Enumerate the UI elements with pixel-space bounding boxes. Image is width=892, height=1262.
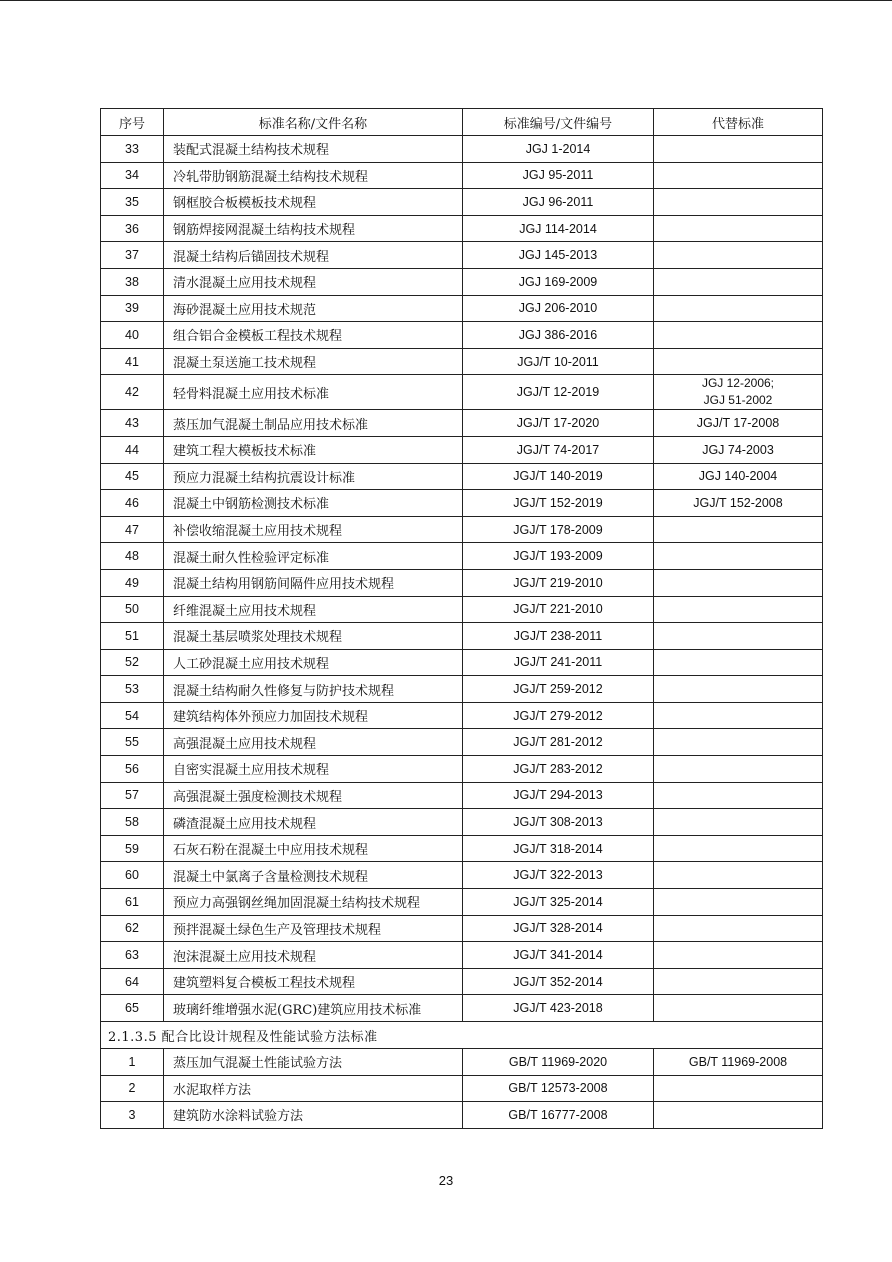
row-number: 57 [101, 782, 164, 809]
table-row [101, 215, 823, 242]
replaced-standard [654, 862, 823, 889]
header-replaces: 代替标准 [654, 109, 823, 136]
standard-name: 蒸压加气混凝土制品应用技术标准 [164, 410, 463, 437]
replaced-standard [654, 543, 823, 570]
table-row [101, 295, 823, 322]
table-row [101, 463, 823, 490]
standard-name: 建筑结构体外预应力加固技术规程 [164, 702, 463, 729]
table-row [101, 490, 823, 517]
standard-code: JGJ 386-2016 [463, 322, 654, 349]
row-number: 60 [101, 862, 164, 889]
replaced-standard [654, 942, 823, 969]
row-number: 59 [101, 835, 164, 862]
standard-code: JGJ/T 308-2013 [463, 809, 654, 836]
standard-code: JGJ/T 328-2014 [463, 915, 654, 942]
standard-name: 混凝土中氯离子含量检测技术规程 [164, 862, 463, 889]
standard-code: JGJ/T 178-2009 [463, 516, 654, 543]
standard-code: JGJ/T 221-2010 [463, 596, 654, 623]
standard-code: GB/T 16777-2008 [463, 1102, 654, 1129]
standard-code: JGJ/T 283-2012 [463, 756, 654, 783]
row-number: 35 [101, 189, 164, 216]
table-row [101, 756, 823, 783]
standard-code: JGJ/T 193-2009 [463, 543, 654, 570]
standard-name: 水泥取样方法 [164, 1075, 463, 1102]
standard-name: 石灰石粉在混凝土中应用技术规程 [164, 835, 463, 862]
table-row [101, 569, 823, 596]
standard-name: 清水混凝土应用技术规程 [164, 268, 463, 295]
header-no: 序号 [101, 109, 164, 136]
standard-code: JGJ/T 423-2018 [463, 995, 654, 1022]
replaced-standard [654, 162, 823, 189]
standard-code: JGJ/T 341-2014 [463, 942, 654, 969]
standard-name: 装配式混凝土结构技术规程 [164, 136, 463, 163]
table-row [101, 995, 823, 1022]
table-row [101, 702, 823, 729]
table-row [101, 782, 823, 809]
table-row [101, 942, 823, 969]
table-row [101, 729, 823, 756]
standard-code: JGJ/T 281-2012 [463, 729, 654, 756]
replaced-standard [654, 968, 823, 995]
replaced-standard: JGJ/T 17-2008 [654, 410, 823, 437]
standard-name: 混凝土结构用钢筋间隔件应用技术规程 [164, 569, 463, 596]
replaced-standard [654, 756, 823, 783]
row-number: 54 [101, 702, 164, 729]
standard-name: 自密实混凝土应用技术规程 [164, 756, 463, 783]
standard-code: JGJ/T 12-2019 [463, 375, 654, 410]
standard-code: JGJ/T 152-2019 [463, 490, 654, 517]
replaced-standard [654, 915, 823, 942]
row-number: 47 [101, 516, 164, 543]
replaced-standard: JGJ 140-2004 [654, 463, 823, 490]
standard-name: 人工砂混凝土应用技术规程 [164, 649, 463, 676]
replaced-standard [654, 676, 823, 703]
table-row [101, 862, 823, 889]
standard-name: 蒸压加气混凝土性能试验方法 [164, 1049, 463, 1076]
header-code: 标准编号/文件编号 [463, 109, 654, 136]
row-number: 65 [101, 995, 164, 1022]
replaced-standard [654, 1102, 823, 1129]
table-row [101, 968, 823, 995]
standard-code: JGJ/T 279-2012 [463, 702, 654, 729]
replaced-standard [654, 322, 823, 349]
standard-code: JGJ/T 325-2014 [463, 889, 654, 916]
standard-code: JGJ 145-2013 [463, 242, 654, 269]
standard-code: JGJ 96-2011 [463, 189, 654, 216]
row-number: 44 [101, 436, 164, 463]
row-number: 41 [101, 348, 164, 375]
standard-code: JGJ/T 322-2013 [463, 862, 654, 889]
standards-table [100, 108, 823, 1129]
standard-name: 建筑工程大模板技术标准 [164, 436, 463, 463]
standard-code: JGJ/T 74-2017 [463, 436, 654, 463]
standard-code: JGJ/T 238-2011 [463, 623, 654, 650]
table-row [101, 915, 823, 942]
table-row [101, 596, 823, 623]
page-top-border [0, 0, 892, 1]
table-row [101, 649, 823, 676]
replaced-standard [654, 889, 823, 916]
replaced-standard [654, 782, 823, 809]
replaced-standard-line: JGJ 12-2006; [701, 376, 775, 391]
standard-name: 混凝土基层喷浆处理技术规程 [164, 623, 463, 650]
replaced-standard [654, 569, 823, 596]
standard-name: 冷轧带肋钢筋混凝土结构技术规程 [164, 162, 463, 189]
row-number: 33 [101, 136, 164, 163]
standard-name: 纤维混凝土应用技术规程 [164, 596, 463, 623]
row-number: 42 [101, 375, 164, 410]
row-number: 62 [101, 915, 164, 942]
standard-name: 预应力高强钢丝绳加固混凝土结构技术规程 [164, 889, 463, 916]
table-row [101, 1075, 823, 1102]
table-row [101, 436, 823, 463]
row-number: 43 [101, 410, 164, 437]
table-header-row [101, 109, 823, 136]
replaced-standard [654, 809, 823, 836]
standard-code: JGJ/T 17-2020 [463, 410, 654, 437]
section-heading-row [101, 1022, 823, 1049]
replaced-standard-line: JGJ 51-2002 [703, 393, 773, 408]
row-number: 34 [101, 162, 164, 189]
table-row [101, 809, 823, 836]
replaced-standard [654, 649, 823, 676]
row-number: 3 [101, 1102, 164, 1129]
replaced-standard [654, 242, 823, 269]
row-number: 37 [101, 242, 164, 269]
standard-code: JGJ 1-2014 [463, 136, 654, 163]
row-number: 46 [101, 490, 164, 517]
row-number: 49 [101, 569, 164, 596]
table-row [101, 676, 823, 703]
row-number: 2 [101, 1075, 164, 1102]
table-row [101, 623, 823, 650]
header-name: 标准名称/文件名称 [164, 109, 463, 136]
table-row [101, 162, 823, 189]
table-row [101, 410, 823, 437]
standard-name: 预应力混凝土结构抗震设计标准 [164, 463, 463, 490]
table-row [101, 322, 823, 349]
replaced-standard [654, 623, 823, 650]
standard-code: JGJ 95-2011 [463, 162, 654, 189]
row-number: 50 [101, 596, 164, 623]
standard-name: 钢框胶合板模板技术规程 [164, 189, 463, 216]
standard-name: 预拌混凝土绿色生产及管理技术规程 [164, 915, 463, 942]
row-number: 55 [101, 729, 164, 756]
replaced-standard: JGJ 74-2003 [654, 436, 823, 463]
row-number: 63 [101, 942, 164, 969]
replaced-standard [654, 596, 823, 623]
standard-name: 泡沫混凝土应用技术规程 [164, 942, 463, 969]
row-number: 39 [101, 295, 164, 322]
standard-code: JGJ/T 318-2014 [463, 835, 654, 862]
standard-name: 高强混凝土强度检测技术规程 [164, 782, 463, 809]
replaced-standard [654, 516, 823, 543]
standard-name: 磷渣混凝土应用技术规程 [164, 809, 463, 836]
standard-code: JGJ 169-2009 [463, 268, 654, 295]
standard-code: GB/T 11969-2020 [463, 1049, 654, 1076]
table-row [101, 1049, 823, 1076]
row-number: 45 [101, 463, 164, 490]
replaced-standard [654, 375, 823, 410]
standard-name: 混凝土结构耐久性修复与防护技术规程 [164, 676, 463, 703]
standard-code: JGJ/T 140-2019 [463, 463, 654, 490]
replaced-standard [654, 995, 823, 1022]
row-number: 48 [101, 543, 164, 570]
standard-name: 高强混凝土应用技术规程 [164, 729, 463, 756]
row-number: 64 [101, 968, 164, 995]
row-number: 40 [101, 322, 164, 349]
table-row [101, 543, 823, 570]
row-number: 56 [101, 756, 164, 783]
row-number: 52 [101, 649, 164, 676]
page-number: 23 [438, 1173, 454, 1188]
table-row [101, 375, 823, 410]
row-number: 53 [101, 676, 164, 703]
standard-code: GB/T 12573-2008 [463, 1075, 654, 1102]
standard-name: 轻骨料混凝土应用技术标准 [164, 375, 463, 410]
standard-name: 组合铝合金模板工程技术规程 [164, 322, 463, 349]
table-row [101, 835, 823, 862]
table-row [101, 136, 823, 163]
replaced-standard [654, 189, 823, 216]
standard-name: 钢筋焊接网混凝土结构技术规程 [164, 215, 463, 242]
row-number: 61 [101, 889, 164, 916]
standard-name: 混凝土中钢筋检测技术标准 [164, 490, 463, 517]
row-number: 38 [101, 268, 164, 295]
standard-name: 补偿收缩混凝土应用技术规程 [164, 516, 463, 543]
replaced-standard [654, 215, 823, 242]
table-row [101, 1102, 823, 1129]
standard-code: JGJ/T 241-2011 [463, 649, 654, 676]
replaced-standard [654, 268, 823, 295]
table-row [101, 242, 823, 269]
standard-code: JGJ/T 10-2011 [463, 348, 654, 375]
standard-code: JGJ/T 219-2010 [463, 569, 654, 596]
row-number: 51 [101, 623, 164, 650]
table-row [101, 348, 823, 375]
table-row [101, 189, 823, 216]
standard-code: JGJ/T 352-2014 [463, 968, 654, 995]
standard-name: 混凝土结构后锚固技术规程 [164, 242, 463, 269]
row-number: 58 [101, 809, 164, 836]
replaced-standard [654, 835, 823, 862]
replaced-standard: GB/T 11969-2008 [654, 1049, 823, 1076]
standard-code: JGJ 114-2014 [463, 215, 654, 242]
replaced-standard [654, 1075, 823, 1102]
standard-name: 混凝土耐久性检验评定标准 [164, 543, 463, 570]
replaced-standard [654, 348, 823, 375]
standard-name: 混凝土泵送施工技术规程 [164, 348, 463, 375]
standard-name: 海砂混凝土应用技术规范 [164, 295, 463, 322]
standard-code: JGJ/T 259-2012 [463, 676, 654, 703]
replaced-standard [654, 729, 823, 756]
row-number: 1 [101, 1049, 164, 1076]
replaced-standard [654, 295, 823, 322]
replaced-standard: JGJ/T 152-2008 [654, 490, 823, 517]
section-title: 2.1.3.5 配合比设计规程及性能试验方法标准 [101, 1022, 823, 1049]
replaced-standard [654, 702, 823, 729]
table-row [101, 516, 823, 543]
standard-code: JGJ 206-2010 [463, 295, 654, 322]
replaced-standard [654, 136, 823, 163]
standard-name: 建筑防水涂料试验方法 [164, 1102, 463, 1129]
table-row [101, 268, 823, 295]
standard-name: 建筑塑料复合模板工程技术规程 [164, 968, 463, 995]
standard-name: 玻璃纤维增强水泥(GRC)建筑应用技术标准 [164, 995, 463, 1022]
standard-code: JGJ/T 294-2013 [463, 782, 654, 809]
row-number: 36 [101, 215, 164, 242]
table-row [101, 889, 823, 916]
